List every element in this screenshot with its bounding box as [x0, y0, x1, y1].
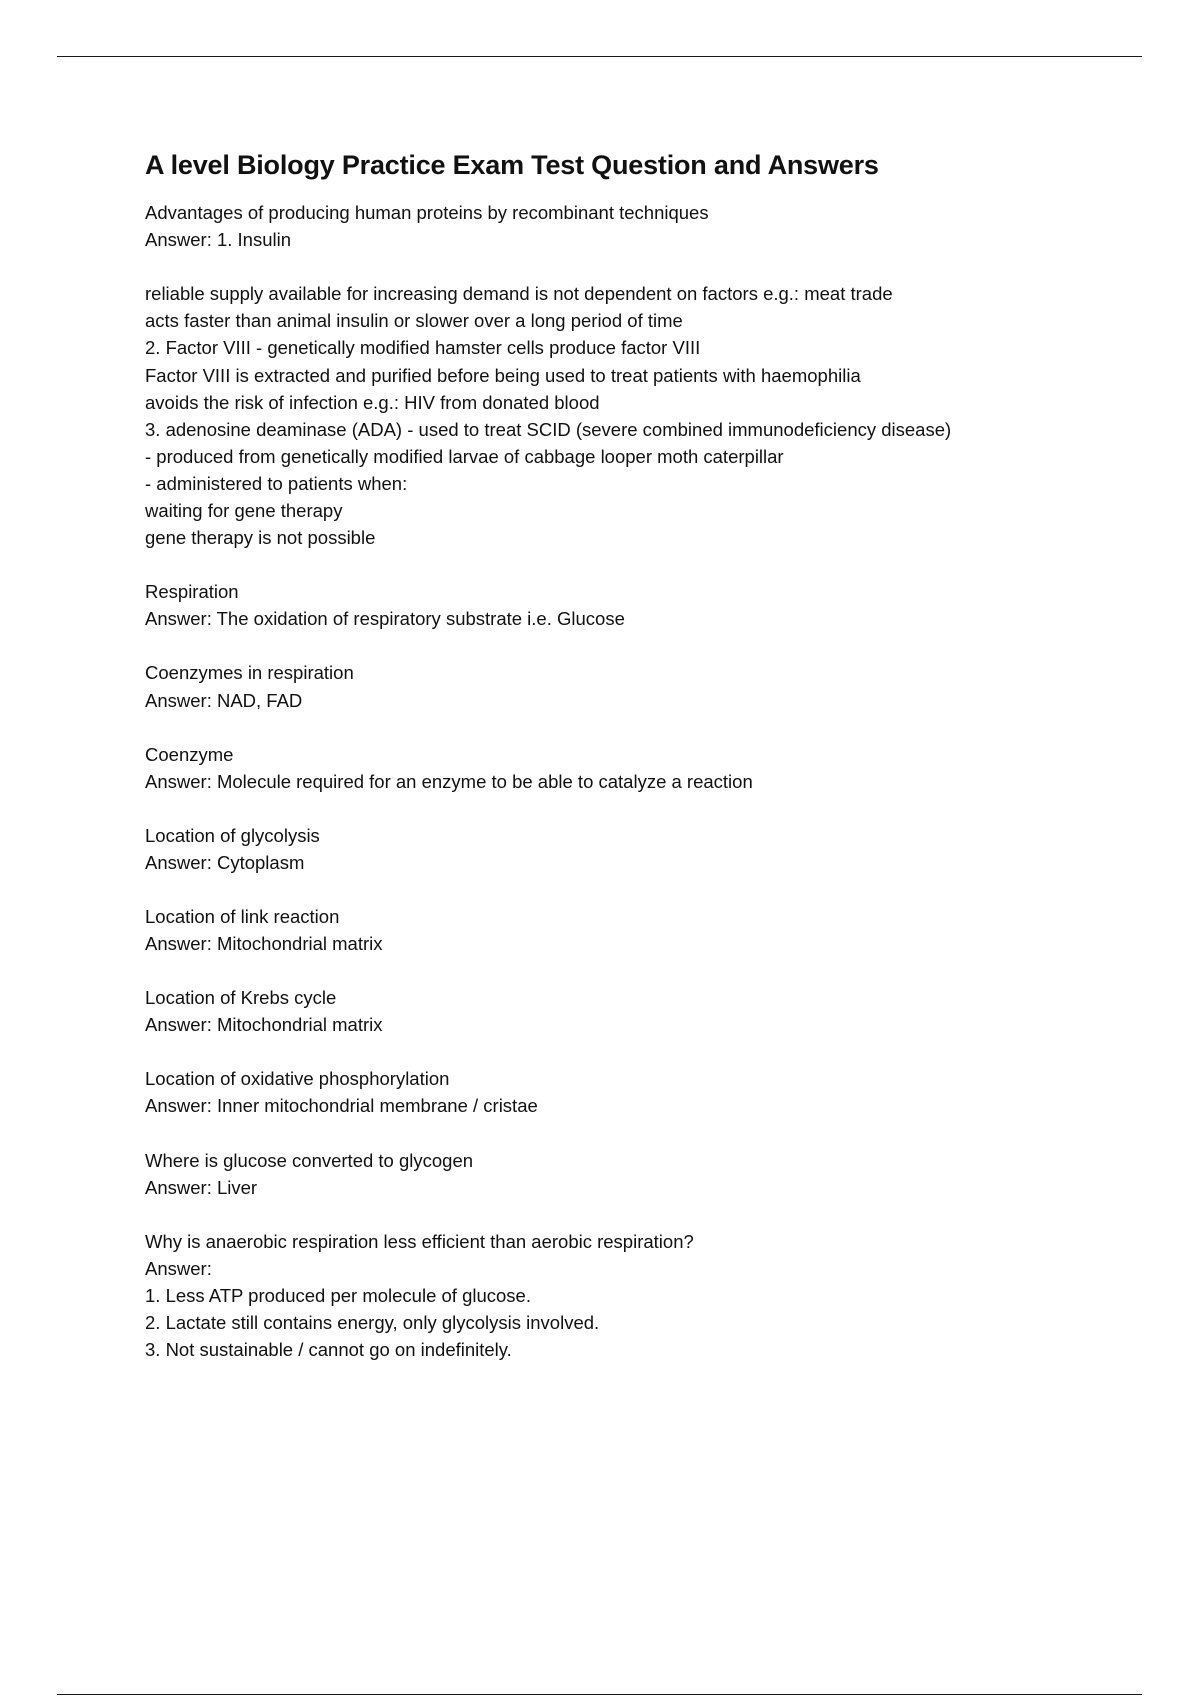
qa-item: [145, 903, 1075, 957]
qa-item: [145, 1065, 1075, 1119]
top-rule: [57, 56, 1142, 57]
qa-item: [145, 1228, 1075, 1363]
answer-line: 3. Not sustainable / cannot go on indefinitely.: [145, 1339, 512, 1361]
answer-line: Answer: Liver: [145, 1176, 258, 1198]
qa-item: [145, 822, 1075, 876]
answer-line: Answer: Molecule required for an enzyme to be able to catalyze a reaction: [145, 770, 753, 792]
qa-item: [145, 741, 1075, 795]
question-text: Location of link reaction: [145, 905, 340, 927]
answer-line: - administered to patients when:: [145, 472, 408, 494]
document-body: [145, 145, 1075, 1390]
bottom-rule: [57, 1694, 1142, 1695]
answer-line: 2. Lactate still contains energy, only glycolysis involved.: [145, 1312, 600, 1333]
answer-line: Answer: 1. Insulin: [145, 229, 292, 251]
answer-line: waiting for gene therapy: [145, 500, 343, 522]
question-text: Coenzymes in respiration: [145, 662, 354, 684]
answer-line: Answer: Inner mitochondrial membrane / cristae: [145, 1095, 538, 1117]
answer-line: Answer: Mitochondrial matrix: [145, 1014, 383, 1036]
qa-item: [145, 659, 1075, 713]
question-text: Location of oxidative phosphorylation: [145, 1068, 450, 1090]
question-text: Location of Krebs cycle: [145, 987, 337, 1009]
answer-line: Answer: Cytoplasm: [145, 851, 305, 873]
answer-line: acts faster than animal insulin or slower over a long period of time: [145, 310, 683, 332]
question-text: Where is glucose converted to glycogen: [145, 1149, 474, 1171]
document-title: A level Biology Practice Exam Test Question and Answers: [145, 150, 879, 180]
qa-item: [145, 984, 1075, 1038]
question-text: Coenzyme: [145, 743, 234, 765]
answer-line: gene therapy is not possible: [145, 527, 376, 549]
answer-line: Answer: NAD, FAD: [145, 689, 303, 711]
answer-line: Answer: Mitochondrial matrix: [145, 933, 383, 955]
answer-line: reliable supply available for increasing demand is not dependent on factors e.g.: meat trade: [145, 283, 893, 305]
answer-line: Factor VIII is extracted and purified before being used to treat patients with haemophilia: [145, 364, 861, 386]
question-text: Respiration: [145, 581, 239, 603]
answer-line: Answer:: [145, 1257, 212, 1279]
answer-line: 1. Less ATP produced per molecule of glucose.: [145, 1284, 531, 1306]
answer-line: 2. Factor VIII - genetically modified hamster cells produce factor VIII: [145, 337, 701, 359]
answer-line: Answer: The oxidation of respiratory substrate i.e. Glucose: [145, 608, 625, 630]
qa-item: [145, 1147, 1075, 1201]
answer-line: - produced from genetically modified larvae of cabbage looper moth caterpillar: [145, 445, 784, 467]
question-text: Advantages of producing human proteins by recombinant techniques: [145, 202, 709, 223]
question-text: Location of glycolysis: [145, 824, 320, 846]
answer-line: 3. adenosine deaminase (ADA) - used to treat SCID (severe combined immunodeficiency disease): [145, 418, 952, 440]
question-text: Why is anaerobic respiration less efficient than aerobic respiration?: [145, 1230, 694, 1252]
qa-item: [145, 578, 1075, 632]
answer-line: avoids the risk of infection e.g.: HIV from donated blood: [145, 391, 600, 413]
blank-line: [145, 253, 1075, 280]
qa-item: [145, 199, 1075, 551]
